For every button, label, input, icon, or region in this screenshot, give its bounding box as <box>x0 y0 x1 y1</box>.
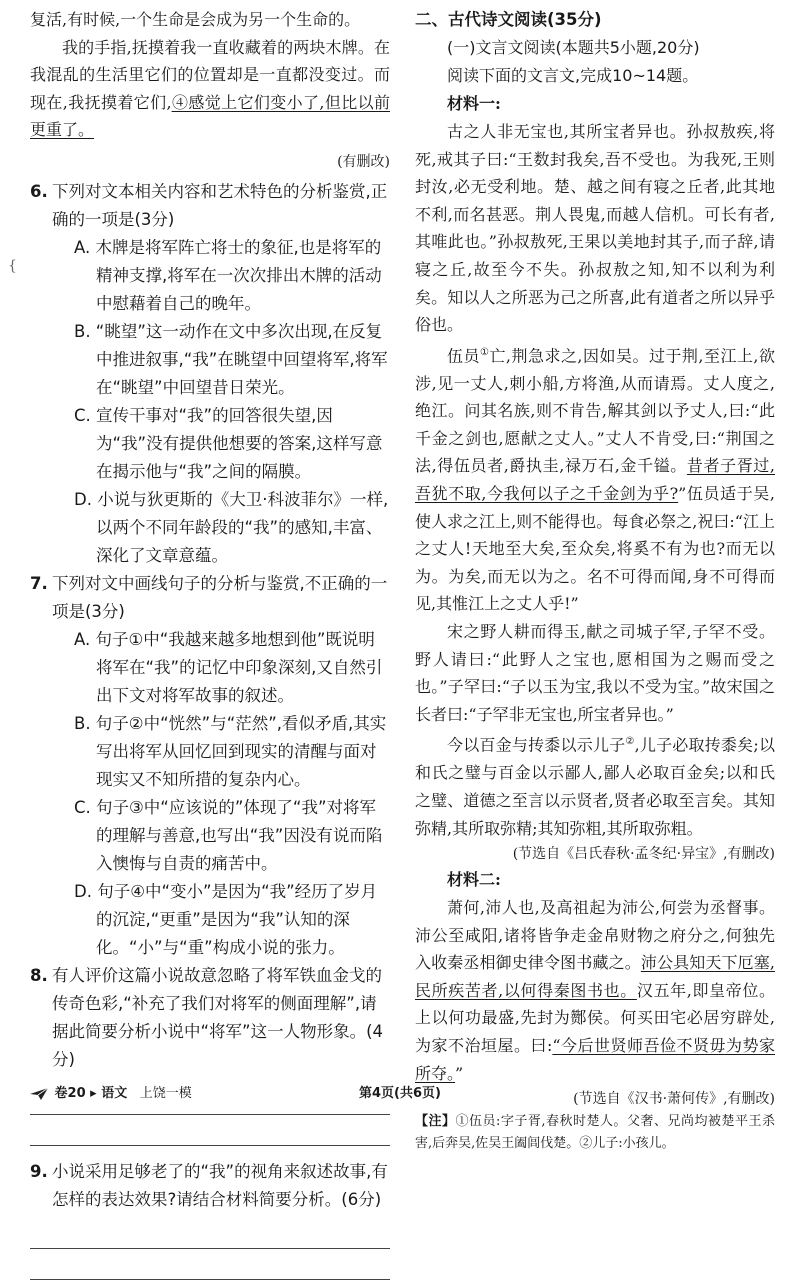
question-8-number: 8. <box>30 965 48 985</box>
q8-answer-line-2[interactable] <box>30 1119 390 1146</box>
question-6-options <box>30 234 390 570</box>
intro-line-1: 复活,有时候,一个生命是会成为另一个生命的。 <box>30 10 361 29</box>
q7-option-b[interactable]: B. 句子②中“恍然”与“茫然”,看似矛盾,其实写出将军从回忆回到现实的清醒与面对现实又不知所措的复杂内心。 <box>74 713 387 789</box>
question-6-stem: 下列对文本相关内容和艺术特色的分析鉴赏,正确的一项是(3分) <box>52 181 388 229</box>
page-footer <box>0 1080 800 1120</box>
q7-option-c[interactable]: C. 句子③中“应该说的”体现了“我”对将军的理解与善意,也写出“我”因没有说而陷入懊悔与自责的痛苦中。 <box>74 797 383 873</box>
intro-paragraph <box>30 34 390 144</box>
material-1-source: (节选自《吕氏春秋·孟冬纪·异宝》,有删改) <box>512 846 775 863</box>
question-7-stem: 下列对文中画线句子的分析与鉴赏,不正确的一项是(3分) <box>52 573 388 621</box>
q6-option-d[interactable]: D. 小说与狄更斯的《大卫·科波菲尔》一样,以两个不同年龄段的“我”的感知,丰富、深化了文章意蕴。 <box>74 489 389 565</box>
q6-option-c[interactable]: C. 宣传干事对“我”的回答很失望,因为“我”没有提供他想要的答案,这样写意在揭示他与“我”之间的隔膜。 <box>74 405 383 481</box>
question-9-number: 9. <box>30 1161 48 1181</box>
material-1-paragraph-1: 古之人非无宝也,其所宝者异也。孙叔敖疾,将死,戒其子曰:“王数封我矣,吾不受也。为我死,王则封汝,必无受利地。楚、越之间有寝之丘者,此其地不利,而名甚恶。荆人畏鬼,而越人信机。可长有者,其唯此也。”孙叔敖死,王果以美地封其子,而子辞,请寝之丘,故至今不失。孙叔敖之知,知不以利为利矣。知以人之所恶为己之所喜,此有道者之所以异乎俗也。 <box>415 122 775 335</box>
instruction: 阅读下面的文言文,完成10~14题。 <box>447 66 699 85</box>
question-9 <box>30 1158 390 1214</box>
m2-part-c: ” <box>455 1063 464 1083</box>
m1p4-part-a: 今以百金与抟黍以示儿子 <box>447 735 626 755</box>
material-1-paragraph-3: 宋之野人耕而得玉,献之司城子罕,子罕不受。野人请曰:“此野人之宝也,愿相国为之赐而受之也。”子罕曰:“子以玉为宝,我以不受为宝。”故宋国之长者曰:“子罕非无宝也,所宝者异也。” <box>415 622 775 724</box>
m2-part-b: 汉五年,即皇帝位。上以何功最盛,先封为酂侯。何买田宅必居穷辟处,为家不治垣屋。曰: <box>415 980 775 1056</box>
section-heading: 二、古代诗文阅读(35分) <box>415 10 602 29</box>
question-8 <box>30 962 390 1074</box>
question-7-number: 7. <box>30 573 48 593</box>
m1p2-part-a: 伍员 <box>447 346 480 366</box>
q6-option-b[interactable]: B. “眺望”这一动作在文中多次出现,在反复中推进叙事,“我”在眺望中回望将军,将军在“眺望”中回望昔日荣光。 <box>74 321 388 397</box>
m2-underlined-1: 沛公具知天下厄塞,民所疾苦者,以何得秦图书也。 <box>415 953 775 1000</box>
footer-volume: 卷20 <box>54 1086 86 1101</box>
m1p4-part-b: ,儿子必取抟黍矣;以和氏之璧与百金以示鄙人,鄙人必取百金矣;以和氏之璧、道德之至言以示贤者,贤者必取至言矣。其知弥精,其所取弥精;其知弥粗,其所取弥粗。 <box>415 735 775 838</box>
question-6 <box>30 178 390 234</box>
m1p2-part-b: 亡,荆急求之,因如吴。过于荆,至江上,欲涉,见一丈人,刺小船,方将渔,从而请焉。丈人度之,绝江。问其名族,则不肯告,解其剑以予丈人,曰:“此千金之剑也,愿献之丈人。”丈人不肯受,曰:“荆国之法,得伍员者,爵执圭,禄万石,金千镒。 <box>415 346 775 476</box>
source-note: (有删改) <box>337 153 390 170</box>
question-7 <box>30 570 390 626</box>
material-2-title: 材料二: <box>447 870 501 890</box>
q9-answer-line-1[interactable] <box>30 1222 390 1249</box>
question-9-stem: 小说采用足够老了的“我”的视角来叙述故事,有怎样的表达效果?请结合材料简要分析。(6分) <box>52 1161 388 1209</box>
note-label: 【注】 <box>415 1114 456 1130</box>
intro-line-2: 我的手指,抚摸着我一直收藏着的两块木牌。在我混乱的生活里它们的位置却是一直都没变过。而现在,我抚摸着它们, <box>30 37 390 112</box>
material-2-source: (节选自《汉书·萧何传》,有删改) <box>573 1091 775 1108</box>
material-1-paragraph-4 <box>415 728 775 842</box>
subsection-heading: (一)文言文阅读(本题共5小题,20分) <box>447 38 700 57</box>
m2-underlined-2: “今后世贤师吾俭不贤毋为势家所夺。 <box>415 1036 775 1083</box>
underlined-sentence-4: ④感觉上它们变小了,但比以前更重了。 <box>30 92 390 140</box>
question-6-number: 6. <box>30 181 48 201</box>
footnote-ref-1: ① <box>479 346 490 358</box>
footnote-ref-2: ② <box>625 736 635 748</box>
question-7-options <box>30 626 390 962</box>
material-1-title: 材料一: <box>447 94 501 113</box>
q9-answer-line-2[interactable] <box>30 1253 390 1280</box>
material-2-paragraph <box>415 894 775 1087</box>
q7-option-d[interactable]: D. 句子④中“变小”是因为“我”经历了岁月的沉淀,“更重”是因为“我”认知的深化。“小”与“重”构成小说的张力。 <box>74 881 378 957</box>
right-column <box>415 6 775 1155</box>
footer-page-number: 第4页(共6页) <box>359 1086 441 1101</box>
material-1-paragraph-2 <box>415 339 775 618</box>
question-8-stem: 有人评价这篇小说故意忽略了将军铁血金戈的传奇色彩,“补充了我们对将军的侧面理解”,请据此简要分析小说中“将军”这一人物形象。(4分) <box>52 965 384 1069</box>
q6-option-a[interactable]: A. 木牌是将军阵亡将士的象征,也是将军的精神支撑,将军在一次次排出木牌的活动中慰藉着自己的晚年。 <box>74 237 382 313</box>
footer-exam: 上饶一模 <box>139 1086 192 1101</box>
m1p2-part-c: ”伍员适于吴,使人求之江上,则不能得也。每食必祭之,祝曰:“江上之丈人!天地至大矣,至众矣,将奚不有为也?而无以为。为矣,而无以为之。名不可得而闻,身不可得而见,其惟江上之丈人乎!” <box>415 484 775 614</box>
m2-part-a: 萧何,沛人也,及高祖起为沛公,何尝为丞督事。沛公至咸阳,诸将皆争走金帛财物之府分之,何独先入收秦丞相御史律令图书藏之。 <box>415 898 775 973</box>
m1p2-underlined: 昔者子胥过,吾犹不取,今我何以子之千金剑为乎? <box>415 456 775 504</box>
margin-mark: { <box>8 258 17 274</box>
q7-option-a[interactable]: A. 句子①中“我越来越多地想到他”既说明将军在“我”的记忆中印象深刻,又自然引出下文对将军故事的叙述。 <box>74 629 383 705</box>
footer-separator-icon: ▸ <box>90 1086 97 1101</box>
footer-subject: 语文 <box>101 1086 128 1101</box>
note-text: ①伍员:字子胥,春秋时楚人。父奢、兄尚均被楚平王杀害,后奔吴,佐吴王阖闾伐楚。②儿子:小孩儿。 <box>415 1114 775 1152</box>
